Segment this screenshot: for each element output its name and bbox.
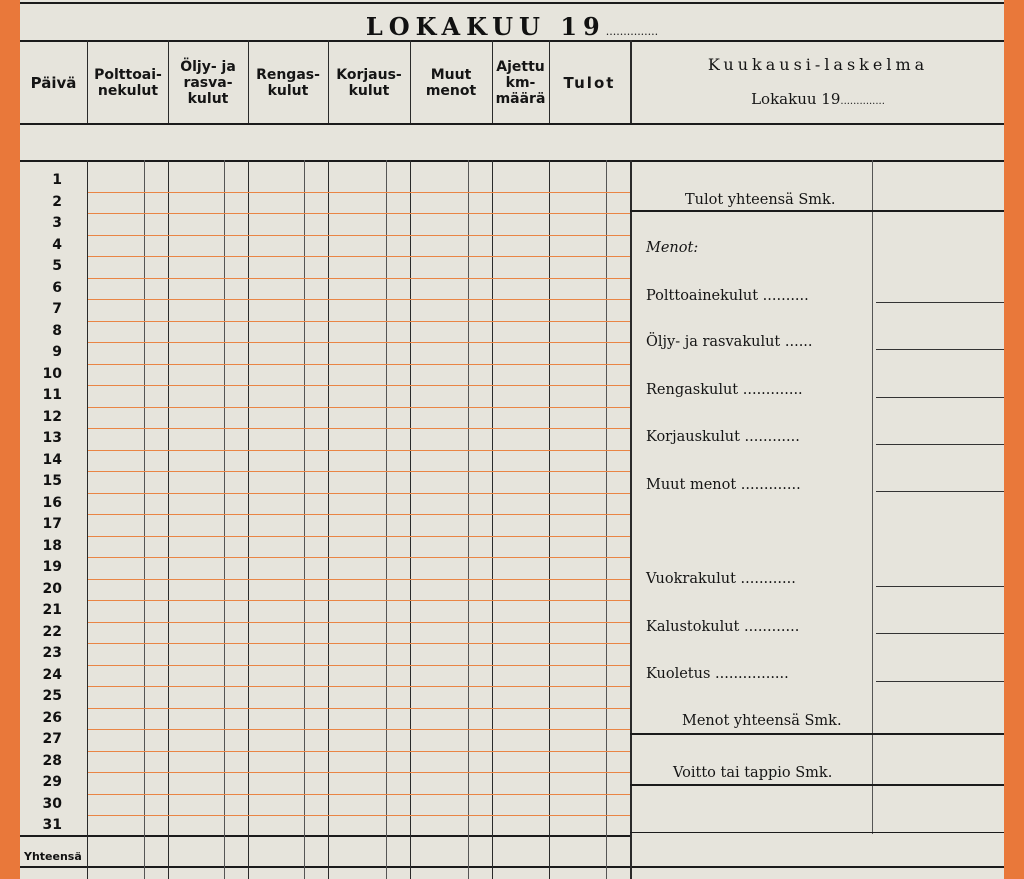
header-rule bbox=[20, 123, 1004, 125]
row-rule bbox=[88, 622, 630, 623]
col-header-other: Muut menot bbox=[425, 67, 477, 99]
day-number: 15 bbox=[42, 473, 62, 489]
row-rule bbox=[88, 299, 630, 300]
row-rule bbox=[88, 407, 630, 408]
row-rule bbox=[88, 665, 630, 666]
col-header-km: Ajettu km- määrä bbox=[495, 59, 546, 107]
day-number: 18 bbox=[42, 537, 62, 554]
summary-expenses-heading: Menot: bbox=[646, 240, 699, 256]
amount-line bbox=[876, 349, 1004, 350]
day-number: 1 bbox=[52, 172, 62, 188]
row-rule bbox=[88, 235, 630, 236]
ledger-sheet bbox=[20, 0, 1004, 879]
summary-expenses-total: Menot yhteensä Smk. bbox=[682, 713, 842, 729]
summary-equipment: Kalustokulut ............ bbox=[646, 619, 800, 635]
row-rule bbox=[88, 342, 630, 343]
monthly-month-dots: .............. bbox=[840, 96, 885, 107]
summary-tyre: Rengaskulut ............. bbox=[646, 382, 803, 398]
amount-line bbox=[876, 491, 1004, 492]
amount-line bbox=[876, 397, 1004, 398]
monthly-month-label: Lokakuu 19 bbox=[751, 90, 841, 108]
amount-line bbox=[876, 633, 1004, 634]
amount-line bbox=[876, 444, 1004, 445]
hdr-divider bbox=[410, 40, 411, 123]
monthly-calc-title: Kuukausi-laskelma bbox=[707, 55, 929, 74]
summary-expenses-rule bbox=[630, 733, 1004, 735]
total-row-rule bbox=[20, 835, 632, 837]
day-number: 20 bbox=[42, 580, 62, 597]
day-number: 17 bbox=[42, 516, 62, 532]
row-rule bbox=[88, 514, 630, 515]
day-number: 6 bbox=[52, 279, 62, 296]
amount-line bbox=[876, 681, 1004, 682]
title-text: LOKAKUU 19 bbox=[365, 12, 606, 41]
summary-income-total: Tulot yhteensä Smk. bbox=[685, 192, 836, 208]
page-title bbox=[20, 12, 1004, 41]
hdr-divider bbox=[549, 40, 550, 123]
day-number: 29 bbox=[42, 774, 62, 790]
row-rule bbox=[88, 729, 630, 730]
col-header-tyre: Rengas- kulut bbox=[256, 67, 320, 99]
col-header-repair: Korjaus- kulut bbox=[336, 67, 402, 99]
row-rule bbox=[88, 471, 630, 472]
summary-bottom-rule bbox=[630, 832, 1004, 833]
day-number: 22 bbox=[42, 623, 62, 640]
amount-line bbox=[876, 586, 1004, 587]
row-rule bbox=[88, 278, 630, 279]
day-number: 3 bbox=[52, 215, 62, 231]
day-number: 27 bbox=[42, 731, 62, 747]
day-number: 28 bbox=[42, 752, 62, 769]
day-number: 14 bbox=[42, 451, 62, 468]
row-rule bbox=[88, 794, 630, 795]
day-number: 13 bbox=[42, 430, 62, 446]
summary-profit-loss: Voitto tai tappio Smk. bbox=[673, 765, 833, 781]
day-number: 31 bbox=[42, 817, 62, 833]
row-rule bbox=[88, 708, 630, 709]
day-number: 24 bbox=[42, 666, 62, 683]
day-number: 8 bbox=[52, 322, 62, 339]
day-number: 7 bbox=[52, 301, 62, 317]
summary-fuel: Polttoainekulut .......... bbox=[646, 288, 809, 304]
row-rule bbox=[88, 751, 630, 752]
summary-rent: Vuokrakulut ............ bbox=[646, 571, 796, 587]
day-number: 21 bbox=[42, 602, 62, 618]
hdr-divider bbox=[492, 40, 493, 123]
title-dots: ............... bbox=[605, 25, 659, 38]
row-rule bbox=[88, 213, 630, 214]
row-rule bbox=[88, 385, 630, 386]
row-rule bbox=[88, 364, 630, 365]
row-rule bbox=[88, 600, 630, 601]
day-number: 10 bbox=[42, 365, 62, 382]
hdr-divider bbox=[630, 40, 632, 123]
row-rule bbox=[88, 579, 630, 580]
row-rule bbox=[88, 321, 630, 322]
monthly-calc-month bbox=[632, 90, 1004, 108]
amount-line bbox=[876, 302, 1004, 303]
hdr-divider bbox=[328, 40, 329, 123]
col-header-income: Tulot bbox=[563, 73, 616, 92]
summary-depreciation: Kuoletus ................ bbox=[646, 666, 789, 682]
row-rule bbox=[88, 256, 630, 257]
summary-oil: Öljy- ja rasvakulut ...... bbox=[646, 334, 813, 350]
col-header-day: Päivä bbox=[30, 73, 77, 92]
total-row-label: Yhteensä bbox=[24, 850, 82, 863]
day-number: 5 bbox=[52, 258, 62, 274]
row-rule bbox=[88, 643, 630, 644]
row-rule bbox=[88, 772, 630, 773]
hdr-divider bbox=[87, 40, 88, 123]
day-number: 19 bbox=[42, 559, 62, 575]
summary-other: Muut menot ............. bbox=[646, 477, 801, 493]
row-rule bbox=[88, 428, 630, 429]
summary-divider bbox=[630, 160, 632, 879]
day-number: 11 bbox=[42, 387, 62, 403]
hdr-divider bbox=[248, 40, 249, 123]
day-number: 2 bbox=[52, 193, 62, 210]
row-rule bbox=[88, 536, 630, 537]
day-number: 9 bbox=[52, 344, 62, 360]
col-header-fuel: Polttoai- nekulut bbox=[94, 67, 162, 99]
hdr-divider bbox=[168, 40, 169, 123]
row-rule bbox=[88, 686, 630, 687]
summary-profit-rule bbox=[630, 784, 1004, 786]
row-rule bbox=[88, 493, 630, 494]
row-rule bbox=[88, 815, 630, 816]
day-number: 25 bbox=[42, 688, 62, 704]
row-rule bbox=[88, 557, 630, 558]
summary-income-rule bbox=[630, 210, 1004, 212]
day-number: 23 bbox=[42, 645, 62, 661]
day-number: 4 bbox=[52, 236, 62, 253]
row-rule bbox=[88, 192, 630, 193]
row-rule bbox=[88, 450, 630, 451]
col-header-oil: Öljy- ja rasva- kulut bbox=[180, 59, 236, 107]
day-number: 12 bbox=[42, 408, 62, 425]
day-number: 26 bbox=[42, 709, 62, 726]
summary-repair: Korjauskulut ............ bbox=[646, 429, 800, 445]
day-number: 30 bbox=[42, 795, 62, 812]
day-number: 16 bbox=[42, 494, 62, 511]
top-rule bbox=[20, 2, 1004, 4]
